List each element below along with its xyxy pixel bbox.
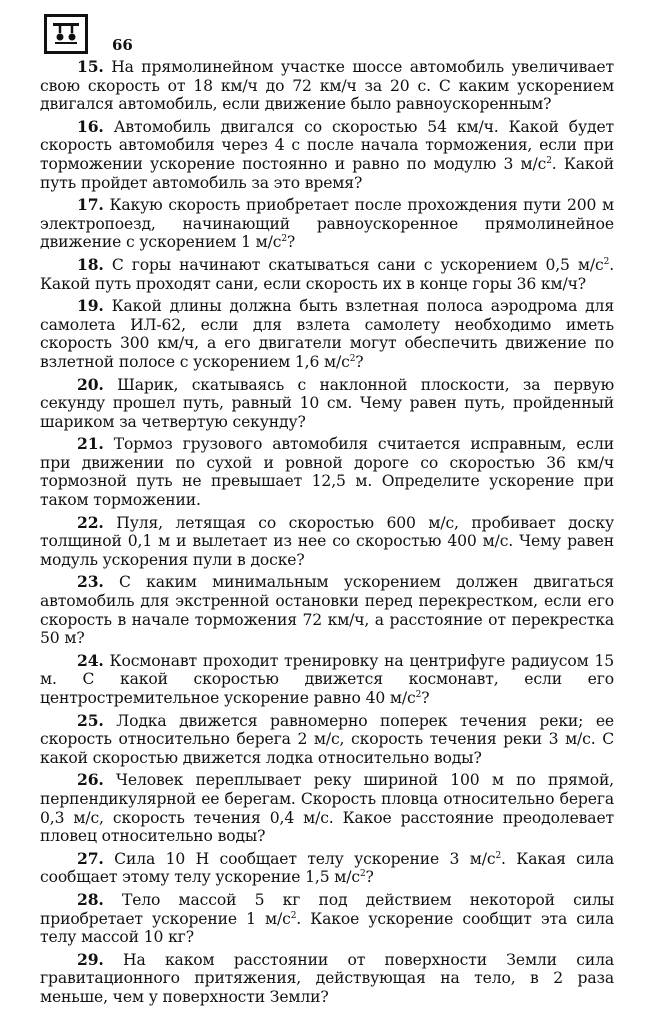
problem-text: Лодка движется равномерно поперек течения реки; ее скорость относительно берега 2 м/с, скорость течения реки 3 м/с. С какой скоростью движется лодка относительно воды? (40, 711, 614, 767)
problem-number: 26. (77, 770, 104, 790)
problem-item (40, 850, 614, 887)
problem-item (40, 951, 614, 1007)
problem-number: 18. (77, 254, 104, 274)
problem-item (40, 297, 614, 371)
problem-number: 16. (77, 116, 104, 136)
problem-text: ? (286, 233, 296, 252)
problem-text: На каком расстоянии от поверхности Земли сила гравитационного притяжения, действующая на тело, в 2 раза меньше, чем у поверхности Земли? (40, 950, 614, 1006)
problem-text: Какую скорость приобретает после прохождения пути 200 м электропоезд, начинающий равноускоренное прямолинейное движение с ускорением 1 м/с (40, 196, 615, 252)
problem-text: . Какой путь проходят сани, если скорость их в конце горы 36 км/ч? (40, 255, 614, 293)
problem-number: 23. (77, 572, 104, 592)
problem-item (40, 573, 614, 647)
problem-item (40, 256, 614, 293)
problem-text: Тормоз грузового автомобиля считается исправным, если при движении по сухой и ровной дороге со скоростью 36 км/ч тормозной путь не превышает 12,5 м. Определите ускорение при таком торможении. (40, 435, 614, 510)
problem-text: Тело массой 5 кг под действием некоторой силы приобретает ускорение 1 м/с (40, 890, 614, 928)
problem-text: На прямолинейном участке шоссе автомобиль увеличивает свою скорость от 18 км/ч до 72 км/ч за 20 с. С каким ускорением двигался автомобиль, если движение было равноускоренным? (40, 58, 614, 114)
problem-text: Автомобиль двигался со скоростью 54 км/ч. Какой будет скорость автомобиля через 4 с после начала торможения, если при торможении ускорение постоянно и равно по модулю 3 м/с (40, 117, 615, 173)
problem-text: . Какой путь пройдет автомобиль за это время? (40, 154, 614, 192)
problem-text: ? (365, 868, 374, 887)
problem-item (40, 514, 614, 570)
problem-item (40, 771, 614, 845)
problem-item (40, 58, 614, 114)
problem-item (40, 376, 614, 432)
problem-text: Космонавт проходит тренировку на центрифуге радиусом 15 м. С какой скоростью движется космонавт, если его центростремительное ускорение равно 40 м/с (40, 651, 614, 707)
exponent: 2 (349, 353, 356, 364)
problem-text: Какой длины должна быть взлетная полоса аэродрома для самолета ИЛ-62, если для взлета самолету необходимо иметь скорость 300 км/ч, а его двигатели могут обеспечить движение по взлетной полосе с ускорением 1,6 м/с (40, 297, 615, 371)
problem-number: 17. (77, 195, 104, 215)
problem-text: Шарик, скатываясь с наклонной плоскости, за первую секунду прошел путь, равный 10 см. Чему равен путь, пройденный шариком за четвертую секунду? (40, 375, 614, 431)
exponent: 2 (415, 690, 422, 700)
problem-number: 29. (77, 949, 104, 969)
problem-text: Человек переплывает реку шириной 100 м по прямой, перпендикулярной ее берегам. Скорость пловца относительно берега 0,3 м/с, скорость течения 0,4 м/с. Какое расстояние преодолевает пловец относительно воды? (40, 771, 614, 846)
reader-figure-icon (51, 21, 81, 47)
problem-number: 20. (77, 374, 104, 394)
problem-number: 25. (77, 710, 104, 730)
problem-item (40, 118, 614, 192)
problem-number: 27. (77, 848, 104, 868)
problem-text: . Какое ускорение сообщит эта сила телу массой 10 кг? (40, 909, 614, 947)
exponent: 2 (281, 234, 287, 245)
exponent: 2 (603, 256, 610, 267)
problem-text: ? (355, 352, 364, 371)
exponent: 2 (359, 869, 366, 880)
problem-number: 15. (77, 57, 104, 76)
problem-number: 22. (77, 512, 104, 532)
problem-text: Сила 10 Н сообщает телу ускорение 3 м/с (114, 849, 496, 868)
problem-item (40, 652, 614, 708)
problem-item (40, 435, 614, 509)
page-number: 66 (112, 36, 133, 54)
problem-text: Пуля, летящая со скоростью 600 м/с, пробивает доску толщиной 0,1 м и вылетает из нее со скоростью 400 м/с. Чему равен модуль ускорения пули в доске? (40, 513, 614, 569)
problem-text: ? (421, 689, 430, 707)
exponent: 2 (290, 910, 297, 921)
problem-item (40, 196, 614, 252)
problem-list (40, 58, 614, 1011)
problem-number: 19. (77, 296, 104, 316)
problem-text: . Какая сила сообщает этому телу ускорение 1,5 м/с (40, 849, 614, 887)
problem-number: 24. (77, 650, 104, 670)
exponent: 2 (546, 155, 552, 166)
reader-section-icon (44, 14, 88, 54)
problem-text: С каким минимальным ускорением должен двигаться автомобиль для экстренной остановки перед перекрестком, если его скорость в начале торможения 72 км/ч, а расстояние от перекрестка 50 м? (40, 573, 614, 648)
problem-number: 21. (77, 434, 104, 454)
problem-item (40, 712, 614, 768)
problem-text: С горы начинают скатываться сани с ускорением 0,5 м/с (111, 255, 604, 274)
problem-number: 28. (77, 889, 104, 909)
problem-item (40, 891, 614, 947)
exponent: 2 (495, 850, 502, 861)
